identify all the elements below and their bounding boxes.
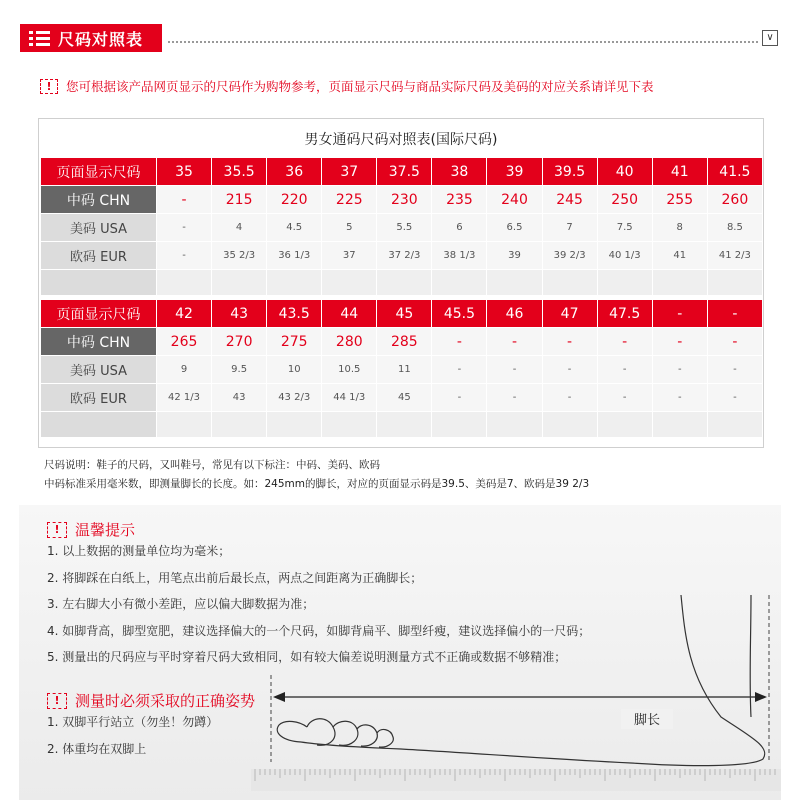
cell: 38 — [432, 158, 487, 186]
cell: 11 — [377, 356, 432, 384]
cell: 39 2/3 — [542, 242, 597, 270]
cell: 285 — [377, 328, 432, 356]
cell: - — [432, 328, 487, 356]
cell: 275 — [267, 328, 322, 356]
cell: 4 — [212, 214, 267, 242]
cell: 41 2/3 — [707, 242, 762, 270]
row-label: 美码 USA — [41, 214, 157, 242]
toe-4 — [357, 725, 377, 746]
cell: 5 — [322, 214, 377, 242]
header-divider — [168, 41, 758, 43]
cell: 35.5 — [212, 158, 267, 186]
cell: - — [597, 356, 652, 384]
cell: 39 — [487, 158, 542, 186]
list-item: 1. 双脚平行站立（勿坐！勿蹲） — [47, 715, 219, 729]
exclamation-icon: ! — [47, 522, 67, 538]
cell: 47.5 — [597, 300, 652, 328]
cell: - — [432, 356, 487, 384]
cell: 43 2/3 — [267, 384, 322, 412]
cell: 260 — [707, 186, 762, 214]
cell: 45 — [377, 300, 432, 328]
list-item: 2. 将脚踩在白纸上，用笔点出前后最长点，两点之间距离为正确脚长； — [47, 570, 423, 585]
toe-3 — [333, 721, 358, 745]
cell: 47 — [542, 300, 597, 328]
exclamation-icon: ! — [40, 79, 58, 94]
cell: 280 — [322, 328, 377, 356]
table-row-display — [41, 300, 763, 328]
cell: 10.5 — [322, 356, 377, 384]
cell: 6 — [432, 214, 487, 242]
cell: 44 — [322, 300, 377, 328]
table-title: 男女通码尺码对照表(国际尺码) — [304, 132, 498, 148]
cell: 41 — [652, 158, 707, 186]
cell: 10 — [267, 356, 322, 384]
cell: 40 — [597, 158, 652, 186]
foot-length-label: 脚长 — [633, 713, 661, 728]
cell: 265 — [157, 328, 212, 356]
foot-outline — [301, 595, 765, 766]
list-item: 5. 测量出的尺码应与平时穿着尺码大致相同，如有较大偏差说明测量方式不正确或数据不够精准； — [47, 650, 567, 664]
cell: - — [707, 356, 762, 384]
table-row-eur — [41, 384, 763, 412]
cell: 5.5 — [377, 214, 432, 242]
chevron-down-icon[interactable]: ∨ — [762, 30, 778, 46]
cell: - — [487, 356, 542, 384]
header-tab — [20, 24, 162, 52]
row-label: 欧码 EUR — [41, 242, 157, 270]
cell: 43 — [212, 300, 267, 328]
cell: 45.5 — [432, 300, 487, 328]
size-table-2 — [40, 299, 763, 438]
page-title: 尺码对照表 — [58, 29, 144, 49]
cell: 36 — [267, 158, 322, 186]
cell: - — [707, 300, 762, 328]
cell: 230 — [377, 186, 432, 214]
cell: - — [487, 328, 542, 356]
size-chart-panel — [38, 118, 764, 448]
cell: - — [542, 384, 597, 412]
cell: - — [157, 186, 212, 214]
cell: - — [652, 356, 707, 384]
cell: - — [707, 328, 762, 356]
toe-2 — [307, 719, 335, 746]
cell: 40 1/3 — [597, 242, 652, 270]
cell: 225 — [322, 186, 377, 214]
table-row-chn — [41, 328, 763, 356]
explanation-line: 中码标准采用毫米数，即测量脚长的长度。如：245mm的脚长，对应的页面显示码是39.5、美码是7、欧码是39 2/3 — [44, 478, 590, 490]
notice — [40, 76, 770, 96]
cell: 37.5 — [377, 158, 432, 186]
row-label: 中码 CHN — [41, 328, 157, 356]
ankle-outline — [750, 595, 751, 717]
toe-big — [277, 721, 307, 742]
cell: 36 1/3 — [267, 242, 322, 270]
cell: 42 — [157, 300, 212, 328]
table-row-blank — [41, 412, 763, 438]
tips-box — [19, 505, 781, 800]
cell: 250 — [597, 186, 652, 214]
posture-list — [47, 709, 218, 762]
toe-5 — [377, 730, 393, 748]
cell: - — [157, 214, 212, 242]
cell: 9 — [157, 356, 212, 384]
cell: 41.5 — [707, 158, 762, 186]
list-item: 1. 以上数据的测量单位均为毫米； — [47, 544, 231, 558]
cell: - — [157, 242, 212, 270]
list-item: 4. 如脚背高，脚型宽肥，建议选择偏大的一个尺码，如脚背扁平、脚型纤瘦，建议选择偏小的一尺码； — [47, 623, 591, 638]
row-label: 欧码 EUR — [41, 384, 157, 412]
cell: 6.5 — [487, 214, 542, 242]
cell: 8.5 — [707, 214, 762, 242]
cell: - — [652, 328, 707, 356]
notice-text: 您可根据该产品网页显示的尺码作为购物参考，页面显示尺码与商品实际尺码及美码的对应关系请详见下表 — [66, 79, 654, 94]
cell: - — [597, 384, 652, 412]
cell: 8 — [652, 214, 707, 242]
cell: 4.5 — [267, 214, 322, 242]
table-row-blank — [41, 270, 763, 296]
row-label: 中码 CHN — [41, 186, 157, 214]
cell: 215 — [212, 186, 267, 214]
cell: 220 — [267, 186, 322, 214]
cell: 270 — [212, 328, 267, 356]
list-item: 3. 左右脚大小有微小差距，应以偏大脚数据为准； — [47, 597, 315, 611]
cell: 35 — [157, 158, 212, 186]
cell: 42 1/3 — [157, 384, 212, 412]
size-table-1 — [40, 157, 763, 296]
cell: - — [652, 300, 707, 328]
cell: 235 — [432, 186, 487, 214]
table-row-chn — [41, 186, 763, 214]
cell: 43 — [212, 384, 267, 412]
list-item: 2. 体重均在双脚上 — [47, 741, 147, 756]
table-row-display — [41, 158, 763, 186]
cell: 44 1/3 — [322, 384, 377, 412]
table-row-usa — [41, 356, 763, 384]
row-label: 页面显示尺码 — [41, 158, 157, 186]
cell: 46 — [487, 300, 542, 328]
cell: 39 — [487, 242, 542, 270]
cell: - — [652, 384, 707, 412]
cell: 35 2/3 — [212, 242, 267, 270]
tips-heading-text: 温馨提示 — [75, 521, 136, 539]
table-row-usa — [41, 214, 763, 242]
arrow-right-icon — [755, 692, 767, 702]
cell: - — [542, 356, 597, 384]
section-header — [20, 24, 780, 52]
cell: 255 — [652, 186, 707, 214]
foot-measurement-diagram — [251, 577, 781, 799]
cell: 41 — [652, 242, 707, 270]
exclamation-icon: ! — [47, 693, 67, 709]
arrow-left-icon — [273, 692, 285, 702]
cell: 245 — [542, 186, 597, 214]
cell: 7.5 — [597, 214, 652, 242]
posture-heading-text: 测量时必须采取的正确姿势 — [75, 692, 256, 710]
cell: - — [432, 384, 487, 412]
cell: - — [707, 384, 762, 412]
size-explanation — [44, 456, 589, 494]
cell: 45 — [377, 384, 432, 412]
cell: 37 2/3 — [377, 242, 432, 270]
cell: 39.5 — [542, 158, 597, 186]
list-icon — [29, 30, 51, 46]
cell: - — [597, 328, 652, 356]
cell: 43.5 — [267, 300, 322, 328]
explanation-line: 尺码说明：鞋子的尺码，又叫鞋号，常见有以下标注：中码、美码、欧码 — [44, 459, 380, 471]
cell: 240 — [487, 186, 542, 214]
posture-heading — [47, 690, 255, 711]
cell: - — [542, 328, 597, 356]
cell: 37 — [322, 242, 377, 270]
cell: 37 — [322, 158, 377, 186]
row-label: 页面显示尺码 — [41, 300, 157, 328]
cell: 38 1/3 — [432, 242, 487, 270]
row-label: 美码 USA — [41, 356, 157, 384]
cell: 7 — [542, 214, 597, 242]
table-row-eur — [41, 242, 763, 270]
cell: - — [487, 384, 542, 412]
cell: 9.5 — [212, 356, 267, 384]
tips-heading — [47, 519, 135, 540]
